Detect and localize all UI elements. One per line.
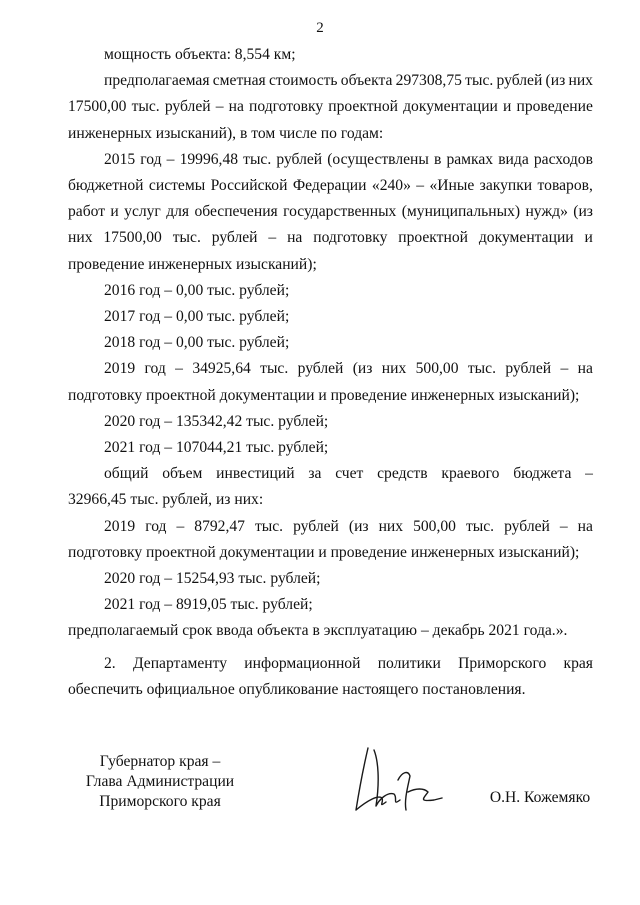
text-line: 2021 год – 8919,05 тыс. рублей; <box>104 596 313 614</box>
page-number: 2 <box>316 20 324 36</box>
text-line: подготовку проектной документации и проведение инженерных изысканий); <box>68 386 580 404</box>
signatory-name: О.Н. Кожемяко <box>489 789 591 806</box>
text-line: 2019 год – 8792,47 тыс. рублей (из них 500,00 тыс. рублей – на <box>104 517 593 535</box>
text-line: 2020 год – 135342,42 тыс. рублей; <box>104 412 329 430</box>
text-line: 2019 год – 34925,64 тыс. рублей (из них 500,00 тыс. рублей – на <box>104 360 593 378</box>
handwritten-signature <box>338 740 458 830</box>
text-line: подготовку проектной документации и проведение инженерных изысканий); <box>68 543 580 561</box>
text-line: предполагаемый срок ввода объекта в эксплуатацию – декабрь 2021 года.». <box>68 622 568 640</box>
text-line: 2018 год – 0,00 тыс. рублей; <box>104 334 290 352</box>
signatory-title-line: Приморского края <box>99 793 221 810</box>
text-line: обеспечить официальное опубликование настоящего постановления. <box>68 680 526 698</box>
text-line: бюджетной системы Российской Федерации «240» – «Иные закупки товаров, <box>68 177 593 194</box>
text-line: 2015 год – 19996,48 тыс. рублей (осуществлены в рамках вида расходов <box>104 150 593 168</box>
text-line: 2020 год – 15254,93 тыс. рублей; <box>104 570 321 587</box>
text-line: общий объем инвестиций за счет средств краевого бюджета – <box>104 465 593 483</box>
text-line: инженерных изысканий), в том числе по годам: <box>68 124 384 142</box>
text-line: предполагаемая сметная стоимость объекта 297308,75 тыс. рублей (из них <box>104 72 593 90</box>
signatory-title-line: Глава Администрации <box>85 773 235 790</box>
text-line: 2. Департаменту информационной политики Приморского края <box>104 654 593 672</box>
text-line: 32966,45 тыс. рублей, из них: <box>68 491 264 509</box>
text-line: 2021 год – 107044,21 тыс. рублей; <box>104 439 329 456</box>
text-line: 2016 год – 0,00 тыс. рублей; <box>104 281 290 299</box>
text-line: 17500,00 тыс. рублей – на подготовку проектной документации и проведение <box>68 98 593 116</box>
text-line: проведение инженерных изысканий); <box>68 255 317 273</box>
signatory-title <box>80 752 240 812</box>
signatory-title-line: Губернатор края – <box>99 753 221 770</box>
text-line: них 17500,00 тыс. рублей – на подготовку проектной документации и <box>68 229 593 247</box>
text-line: 2017 год – 0,00 тыс. рублей; <box>104 308 290 325</box>
text-line: мощность объекта: 8,554 км; <box>104 46 296 63</box>
text-line: работ и услуг для обеспечения государственных (муниципальных) нужд» (из <box>68 203 593 221</box>
